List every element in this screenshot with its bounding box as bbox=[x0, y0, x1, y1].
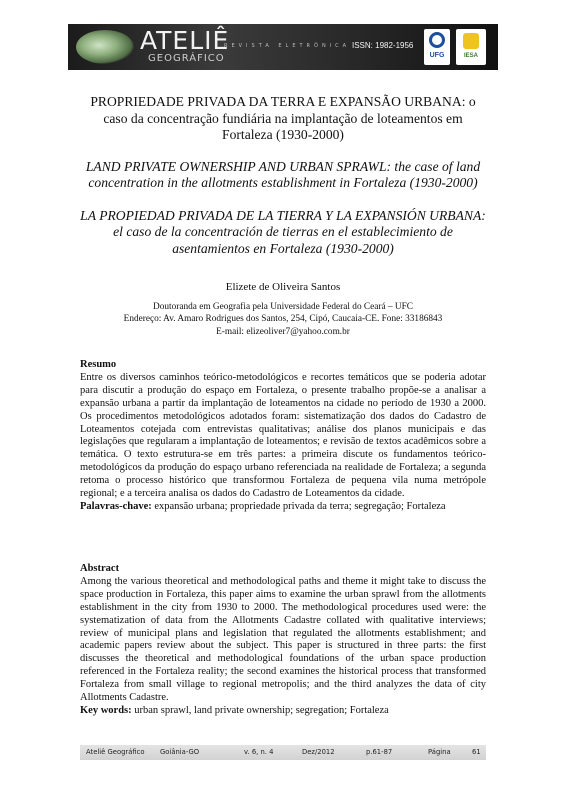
journal-header-banner bbox=[68, 24, 498, 70]
title-spanish bbox=[70, 208, 496, 258]
journal-logo-subtitle: GEOGRÁFICO bbox=[148, 53, 225, 64]
address-line: Endereço: Av. Amaro Rodrigues dos Santos, 254, Cipó, Caucaia-CE. Fone: 33186843 bbox=[123, 314, 443, 325]
ufg-logo-label: UFG bbox=[429, 52, 445, 59]
footer-city: Goiânia-GO bbox=[160, 748, 200, 756]
title-line: asentamientos en Fortaleza (1930-2000) bbox=[172, 240, 394, 256]
iesa-logo bbox=[456, 29, 486, 65]
journal-logo-title: ATELIÊ bbox=[140, 26, 230, 55]
page-footer bbox=[80, 745, 486, 760]
abstract-section bbox=[80, 563, 486, 718]
iesa-emblem-icon bbox=[463, 33, 479, 49]
abstract-text: Among the various theoretical and methodological paths and theme it might take to discuss the space production in Fortaleza, this paper aims to examine the urban sprawl from the allotments establishment in the city from 1930 to 2000. The methodological procedures used were: the systematization of data from the Allotments Cadastre collated with qualitative interviews; review of municipal plans and legislation that regulated the allotments establishment; and academic papers review about the subject. This paper is structured in three parts: the first discusses the theoretical and methodological foundations of the urban space production referenced in the Fortaleza reality; the second examines the historical process that transformed Fortaleza from small village to regional metropolis; and the third analyzes the data of city Allotments Cadastre. bbox=[80, 575, 486, 704]
resumo-text: Entre os diversos caminhos teórico-metodológicos e recortes temáticos que se poderia adotar para discutir a produção do espaço em Fortaleza, o presente trabalho propõe-se a analisar a expansão urbana a partir da implantação de loteamentos na cidade no período de 1930 a 2000. Os procedimentos metodológicos adotados foram: sistematização dos dados do Cadastro de Loteamentos cotejada com entrevistas qualitativas; análise dos planos municipais e das legislações que regularam a implantação de loteamentos; e revisão de textos acadêmicos sobre a temática. O texto estrutura-se em três partes: a primeira discute os fundamentos teórico-metodológicos da produção do espaço urbano referenciada na realidade de Fortaleza; a segunda retoma o processo histórico que transformou Fortaleza de pequena vila numa metrópole regional; e a terceira analisa os dados do Cadastro de Loteamentos da cidade. bbox=[80, 371, 486, 500]
title-line: caso da concentração fundiária na implantação de loteamentos em bbox=[103, 110, 463, 126]
title-portuguese bbox=[70, 94, 496, 144]
ufg-logo bbox=[424, 29, 450, 65]
author-affiliation bbox=[70, 301, 496, 338]
globe-logo-icon bbox=[76, 30, 134, 64]
keywords-value: expansão urbana; propriedade privada da terra; segregação; Fortaleza bbox=[151, 500, 446, 512]
resumo-section bbox=[80, 359, 486, 514]
ufg-emblem-icon bbox=[429, 32, 445, 48]
footer-date: Dez/2012 bbox=[302, 748, 335, 756]
title-english bbox=[70, 159, 496, 192]
footer-journal: Ateliê Geográfico bbox=[86, 748, 145, 756]
title-line: Fortaleza (1930-2000) bbox=[222, 127, 344, 142]
title-line: PROPRIEDADE PRIVADA DA TERRA E EXPANSÃO URBANA: o bbox=[90, 94, 476, 109]
title-line: concentration in the allotments establishment in Fortaleza (1930-2000) bbox=[88, 175, 478, 190]
footer-volume: v. 6, n. 4 bbox=[244, 748, 274, 756]
title-line: el caso de la concentración de tierras en el establecimiento de bbox=[113, 224, 453, 239]
keywords-label: Key words: bbox=[80, 704, 132, 716]
abstract-heading: Abstract bbox=[80, 563, 120, 574]
email-line: E-mail: elizeoliver7@yahoo.com.br bbox=[216, 326, 350, 337]
footer-page-label: Página bbox=[428, 748, 451, 756]
journal-tagline: REVISTA ELETRÔNICA bbox=[224, 43, 351, 49]
resumo-keywords bbox=[80, 501, 486, 514]
footer-pages: p.61-87 bbox=[366, 748, 393, 756]
article-titles bbox=[70, 94, 496, 257]
abstract-keywords bbox=[80, 705, 486, 718]
iesa-logo-label: IESA bbox=[463, 53, 478, 59]
keywords-label: Palavras-chave: bbox=[80, 500, 152, 512]
author-name: Elizete de Oliveira Santos bbox=[225, 281, 341, 293]
title-line: LA PROPIEDAD PRIVADA DE LA TIERRA Y LA EXPANSIÓN URBANA: bbox=[80, 207, 486, 223]
resumo-heading: Resumo bbox=[80, 359, 117, 370]
issn-label: ISSN: 1982-1956 bbox=[352, 41, 414, 50]
keywords-value: urban sprawl, land private ownership; segregation; Fortaleza bbox=[131, 704, 389, 716]
title-line: LAND PRIVATE OWNERSHIP AND URBAN SPRAWL: the case of land bbox=[85, 158, 481, 174]
affiliation-line: Doutoranda em Geografia pela Universidade Federal do Ceará – UFC bbox=[153, 302, 413, 312]
footer-page-number: 61 bbox=[472, 748, 481, 756]
